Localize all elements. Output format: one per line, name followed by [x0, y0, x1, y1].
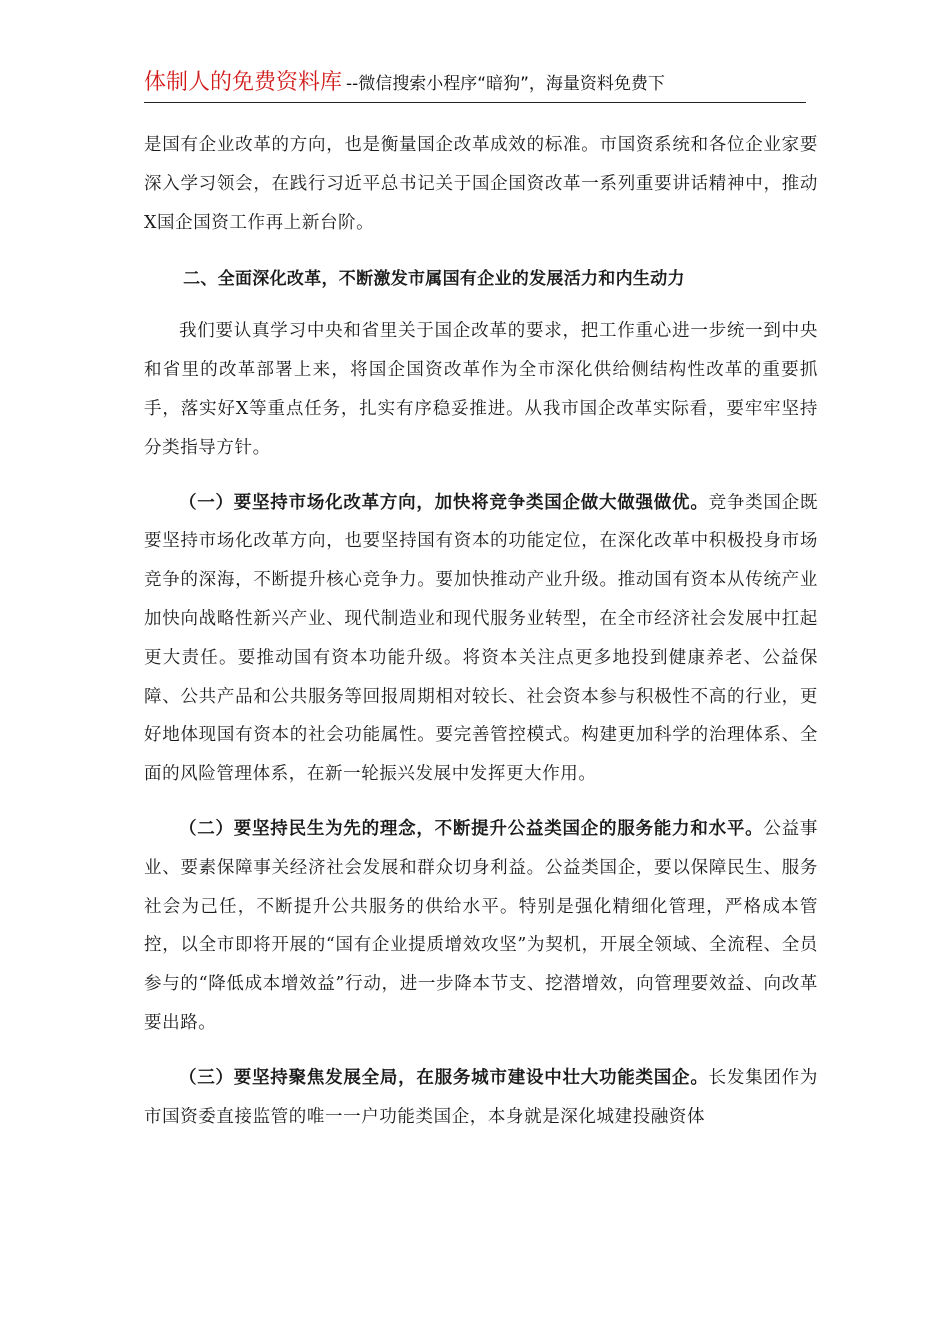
paragraph-item-3 [144, 1059, 818, 1137]
paragraph-text: 竞争类国企既要坚持市场化改革方向，也要坚持国有资本的功能定位，在深化改革中积极投身市场竞争的深海，不断提升核心竞争力。要加快推动产业升级。推动国有资本从传统产业加快向战略性新兴产业、现代制造业和现代服务业转型，在全市经济社会发展中扛起更大责任。要推动国有资本功能升级。将资本关注点更多地投到健康养老、公益保障、公共产品和公共服务等回报周期相对较长、社会资本参与积极性不高的行业，更好地体现国有资本的社会功能属性。要完善管控模式。构建更加科学的治理体系、全面的风险管理体系，在新一轮振兴发展中发挥更大作用。 [144, 492, 818, 785]
paragraph-text: 长发集团作为市国资委直接监管的唯一一户功能类国企，本身就是深化城建投融资体 [144, 1067, 818, 1127]
paragraph-text: 是国有企业改革的方向，也是衡量国企改革成效的标准。市国资系统和各位企业家要深入学习领会，在践行习近平总书记关于国企国资改革一系列重要讲话精神中，推动X国企国资工作再上新台阶。 [144, 135, 818, 233]
paragraph-lead: （二）要坚持民生为先的理念，不断提升公益类国企的服务能力和水平。 [179, 818, 764, 839]
paragraph-text: 公益事业、要素保障事关经济社会发展和群众切身利益。公益类国企，要以保障民生、服务社会为己任，不断提升公共服务的供给水平。特别是强化精细化管理，严格成本管控，以全市即将开展的“国有企业提质增效攻坚”为契机，开展全领域、全流程、全员参与的“降低成本增效益”行动，进一步降本节支、挖潜增效，向管理要效益、向改革要出路。 [144, 818, 818, 1033]
paragraph-text: 我们要认真学习中央和省里关于国企改革的要求，把工作重心进一步统一到中央和省里的改革部署上来，将国企国资改革作为全市深化供给侧结构性改革的重要抓手，落实好X等重点任务，扎实有序稳妥推进。从我市国企改革实际看，要牢牢坚持分类指导方针。 [144, 321, 818, 458]
document-body [144, 126, 818, 1136]
paragraph-item-2 [144, 810, 818, 1043]
header-tagline: --微信搜索小程序“暗狗”，海量资料免费下 [346, 74, 665, 94]
paragraph-item-1 [144, 484, 818, 794]
paragraph-lead: （一）要坚持市场化改革方向，加快将竞争类国企做大做强做优。 [179, 492, 709, 513]
paragraph-continuation [144, 126, 818, 242]
header-brand: 体制人的免费资料库 [144, 70, 343, 95]
paragraph-intro [144, 312, 818, 467]
paragraph-lead: （三）要坚持聚焦发展全局，在服务城市建设中壮大功能类国企。 [179, 1067, 709, 1088]
document-header [144, 66, 806, 103]
section-heading: 二、全面深化改革，不断激发市属国有企业的发展活力和内生动力 [183, 269, 685, 290]
